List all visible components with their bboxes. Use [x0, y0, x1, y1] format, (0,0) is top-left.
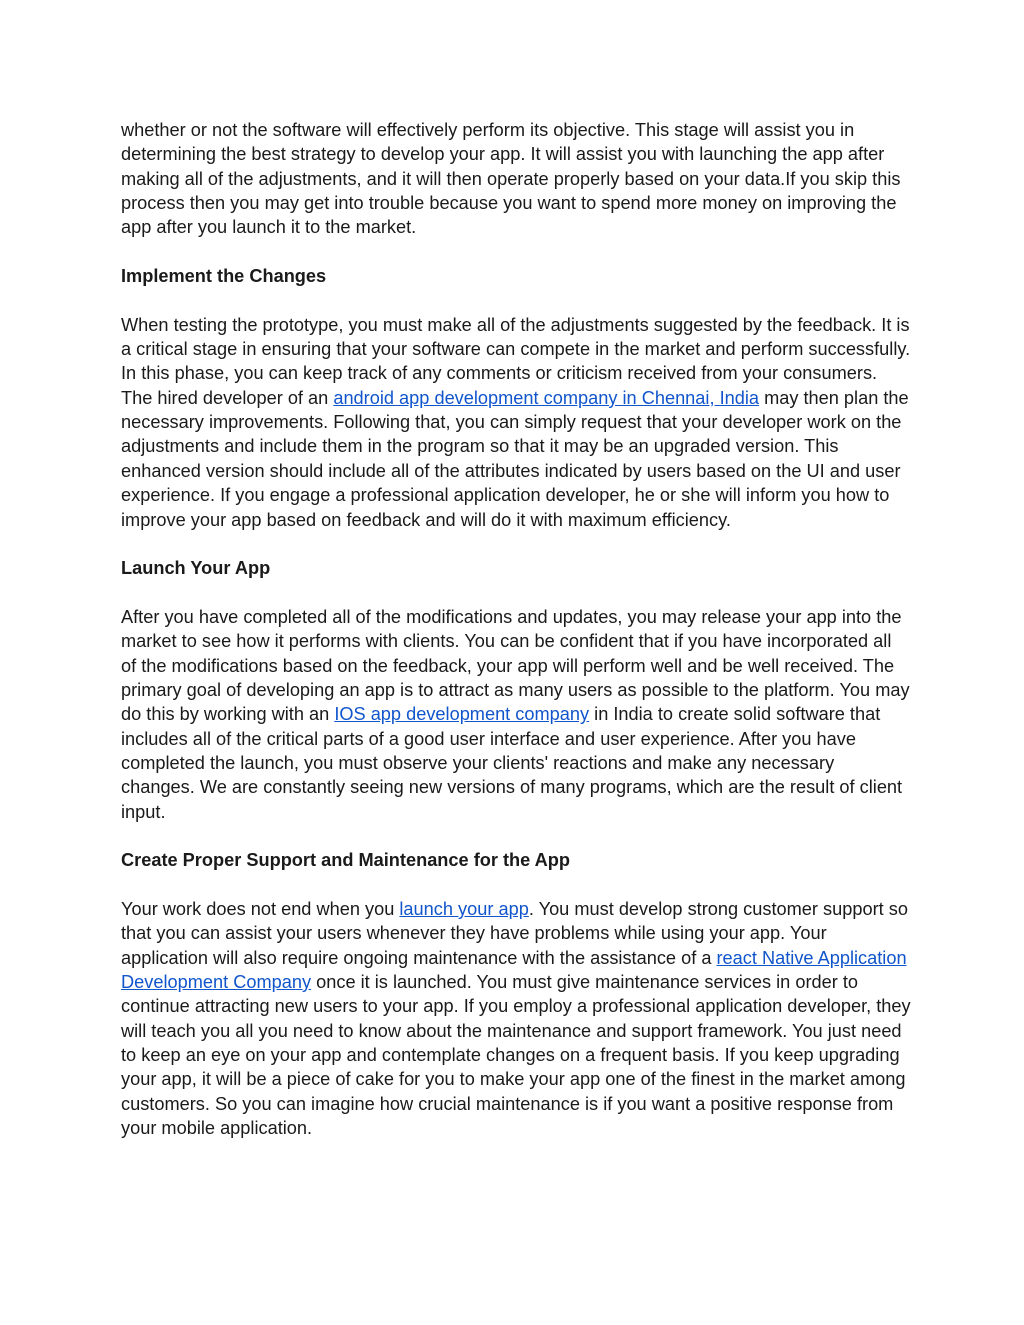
heading-implement-the-changes: Implement the Changes: [121, 266, 327, 287]
heading-support-and-maintenance: Create Proper Support and Maintenance for the App: [121, 850, 571, 871]
implement-paragraph: [121, 313, 911, 532]
react-native-company-link[interactable]: react Native Application Development Company: [121, 947, 907, 993]
document-page: [121, 118, 911, 1165]
support-text-2: . You must develop strong customer support so that you can assist your users whenever they have problems while using your app. Your application will also require ongoing maintenance with the assistance of a: [121, 899, 908, 968]
support-text-3: once it is launched. You must give maintenance services in order to continue attracting new users to your app. If you employ a professional application developer, they will teach you all you need to know about the maintenance and support framework. You just need to keep an eye on your app and contemplate changes on a frequent basis. If you keep upgrading your app, it will be a piece of cake for you to make your app one of the finest in the market among customers. So you can imagine how crucial maintenance is if you want a positive response from your mobile application.: [121, 972, 911, 1139]
android-app-development-link[interactable]: android app development company in Chennai, India: [333, 387, 760, 408]
launch-text-before-link: After you have completed all of the modifications and updates, you may release your app into the market to see how it performs with clients. You can be confident that if you have incorporated all of the modifications based on the feedback, your app will perform well and be well received. The primary goal of developing an app is to attract as many users as possible to the platform. You may do this by working with an: [121, 606, 910, 725]
launch-paragraph: [121, 605, 911, 824]
implement-text-before-link: When testing the prototype, you must make all of the adjustments suggested by the feedback. It is a critical stage in ensuring that your software can compete in the market and perform successfully. In this phase, you can keep track of any comments or criticism received from your consumers. The hired developer of an: [121, 314, 911, 408]
intro-paragraph: [121, 118, 911, 240]
launch-text-after-link: in India to create solid software that includes all of the critical parts of a good user interface and user experience. After you have completed the launch, you must observe your clients' reactions and make any necessary changes. We are constantly seeing new versions of many programs, which are the result of client input.: [121, 704, 903, 822]
launch-your-app-link[interactable]: launch your app: [399, 899, 529, 919]
support-text-1: Your work does not end when you: [121, 899, 400, 919]
support-paragraph: [121, 897, 911, 1140]
heading-launch-your-app: Launch Your App: [121, 558, 271, 579]
implement-text-after-link: may then plan the necessary improvements. Following that, you can simply request that your developer work on the adjustments and include them in the program so that it may be an upgraded version. This enhanced version should include all of the attributes indicated by users based on the UI and user experience. If you engage a professional application developer, he or she will inform you how to improve your app based on feedback and will do it with maximum efficiency.: [121, 387, 909, 530]
intro-text: whether or not the software will effectively perform its objective. This stage will assist you in determining the best strategy to develop your app. It will assist you with launching the app after making all of the adjustments, and it will then operate properly based on your data.If you skip this process then you may get into trouble because you want to spend more money on improving the app after you launch it to the market.: [121, 120, 901, 238]
ios-app-development-link[interactable]: IOS app development company: [334, 704, 590, 725]
